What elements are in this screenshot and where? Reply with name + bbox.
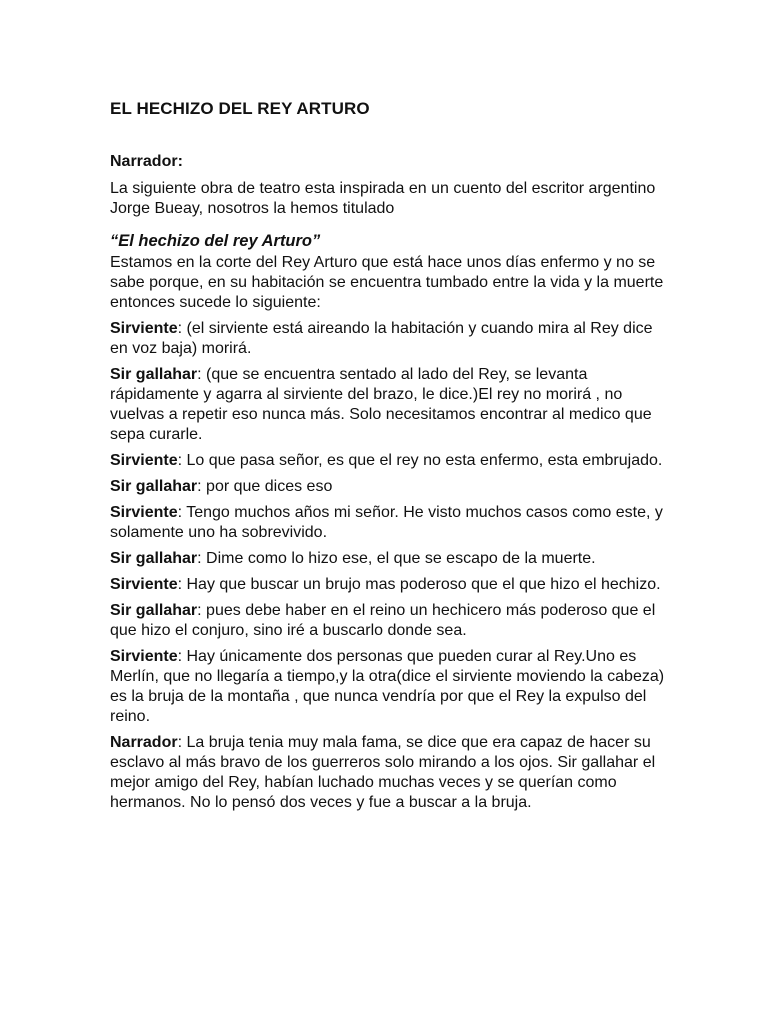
speaker-name: Sir gallahar bbox=[110, 550, 198, 567]
dialogue-line bbox=[110, 319, 670, 359]
dialogue-text: : Dime como lo hizo ese, el que se escapo de la muerte. bbox=[197, 550, 596, 567]
dialogue-line bbox=[110, 549, 670, 569]
dialogue-text: : Hay únicamente dos personas que pueden curar al Rey.Uno es Merlín, que no llegaría a tiempo,y la otra(dice el sirviente moviendo la cabeza) es la bruja de la montaña , que nunca vendría por que el Rey la expulso del reino. bbox=[110, 648, 665, 725]
dialogue-text: : por que dices eso bbox=[197, 478, 333, 495]
speaker-name: Sirviente bbox=[110, 648, 178, 665]
dialogue-text: : Tengo muchos años mi señor. He visto muchos casos como este, y solamente uno ha sobrevivido. bbox=[110, 504, 663, 541]
dialogue-text: : (el sirviente está aireando la habitación y cuando mira al Rey dice en voz baja) morirá. bbox=[110, 320, 653, 357]
dialogue-text: : pues debe haber en el reino un hechicero más poderoso que el que hizo el conjuro, sino iré a buscarlo donde sea. bbox=[110, 602, 656, 639]
speaker-name: Sir gallahar bbox=[110, 366, 198, 383]
speaker-name: Narrador bbox=[110, 734, 178, 751]
setting-paragraph: Estamos en la corte del Rey Arturo que está hace unos días enfermo y no se sabe porque, en su habitación se encuentra tumbado entre la vida y la muerte entonces sucede lo siguiente: bbox=[110, 254, 664, 311]
dialogue-text: : Hay que buscar un brujo mas poderoso que el que hizo el hechizo. bbox=[177, 576, 661, 593]
dialogue-line bbox=[110, 477, 670, 497]
dialogue-text: : (que se encuentra sentado al lado del Rey, se levanta rápidamente y agarra al sirviente del brazo, le dice.)El rey no morirá , no vuelvas a repetir eso nunca más. Solo necesitamos encontrar al medico que sepa curarle. bbox=[110, 366, 652, 443]
dialogue-line bbox=[110, 601, 670, 641]
dialogue-line bbox=[110, 647, 670, 727]
intro-paragraph: La siguiente obra de teatro esta inspirada en un cuento del escritor argentino Jorge Bueay, nosotros la hemos titulado bbox=[110, 180, 656, 217]
dialogue-text: : Lo que pasa señor, es que el rey no esta enfermo, esta embrujado. bbox=[177, 452, 663, 469]
dialogue-line bbox=[110, 503, 670, 543]
play-title: “El hechizo del rey Arturo” bbox=[110, 232, 321, 250]
speaker-name: Sir gallahar bbox=[110, 602, 198, 619]
speaker-name: Sirviente bbox=[110, 504, 178, 521]
document-page bbox=[110, 99, 670, 819]
speaker-name: Sir gallahar bbox=[110, 478, 198, 495]
dialogue-line bbox=[110, 733, 670, 813]
document-title: EL HECHIZO DEL REY ARTURO bbox=[110, 99, 370, 118]
narrator-heading: Narrador: bbox=[110, 153, 183, 170]
speaker-name: Sirviente bbox=[110, 576, 178, 593]
dialogue-line bbox=[110, 451, 670, 471]
speaker-name: Sirviente bbox=[110, 320, 178, 337]
dialogue-text: : La bruja tenia muy mala fama, se dice que era capaz de hacer su esclavo al más bravo de los guerreros solo mirando a los ojos. Sir gallahar el mejor amigo del Rey, habían luchado muchas veces y se querían como hermanos. No lo pensó dos veces y fue a buscar a la bruja. bbox=[110, 734, 656, 811]
dialogue-line bbox=[110, 365, 670, 445]
speaker-name: Sirviente bbox=[110, 452, 178, 469]
dialogue-line bbox=[110, 575, 670, 595]
